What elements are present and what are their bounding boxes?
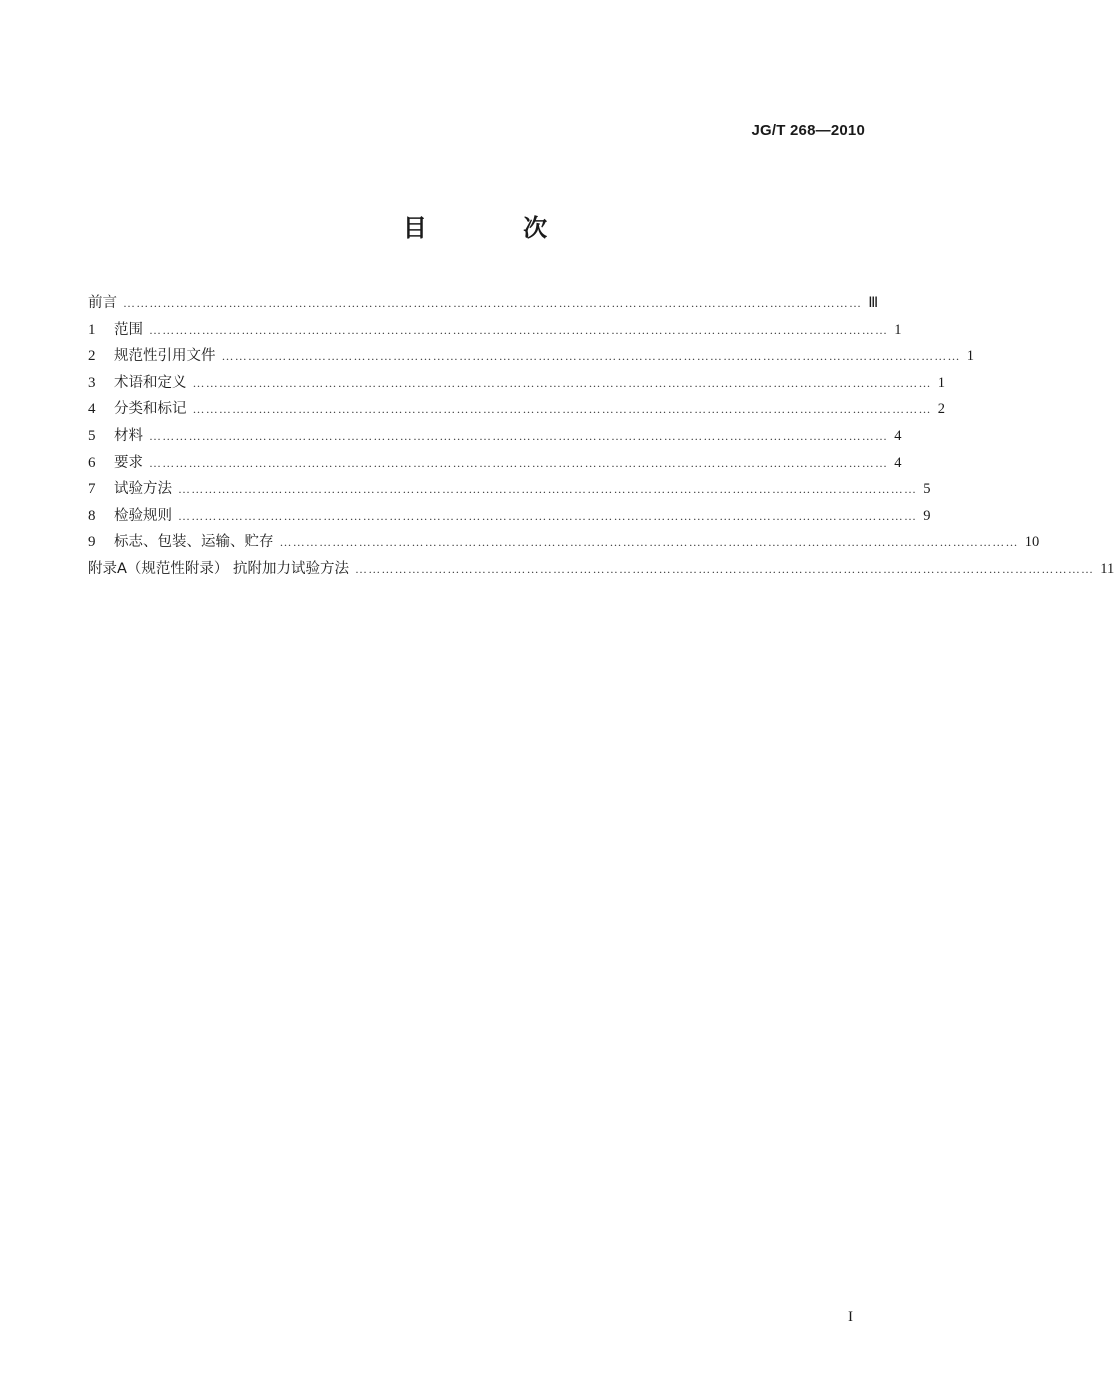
toc-entry-number: 3 xyxy=(88,374,96,391)
toc-entry-2[interactable] xyxy=(88,344,974,371)
toc-leader: …………………………………………………………………………………………………………………………………………………… xyxy=(279,535,1019,550)
toc-entry-3[interactable] xyxy=(88,371,945,398)
toc-entry-page: 1 xyxy=(966,348,974,365)
toc-entry-number: 1 xyxy=(88,321,96,338)
toc-entry-number: 4 xyxy=(88,401,96,418)
toc-entry-7[interactable] xyxy=(88,477,931,504)
toc-entry-page: 5 xyxy=(923,481,931,498)
table-of-contents xyxy=(88,291,1114,584)
toc-entry-9[interactable] xyxy=(88,530,1040,557)
toc-entry-page: 1 xyxy=(894,321,902,338)
toc-entry-number: 6 xyxy=(88,454,96,471)
toc-entry-page: 10 xyxy=(1024,534,1040,551)
toc-entry-page: 4 xyxy=(894,454,902,471)
toc-entry-label: 检验规则 xyxy=(114,507,172,524)
toc-entry-5[interactable] xyxy=(88,424,902,451)
toc-entry-label: 材料 xyxy=(114,427,143,444)
toc-leader: …………………………………………………………………………………………………………………………………………………… xyxy=(192,375,932,390)
toc-entry-6[interactable] xyxy=(88,451,902,478)
toc-leader: …………………………………………………………………………………………………………………………………………………… xyxy=(149,322,889,337)
toc-entry-label: 范围 xyxy=(114,321,143,338)
toc-entry-page: Ⅲ xyxy=(868,295,879,311)
toc-entry-label: 附录A（规范性附录） 抗附加力试验方法 xyxy=(88,560,350,577)
toc-entry-4[interactable] xyxy=(88,397,945,424)
toc-entry-number: 5 xyxy=(88,427,96,444)
toc-leader: …………………………………………………………………………………………………………………………………………………… xyxy=(149,455,889,470)
toc-entry-page: 4 xyxy=(894,427,902,444)
toc-leader: …………………………………………………………………………………………………………………………………………………… xyxy=(123,296,863,310)
toc-leader: …………………………………………………………………………………………………………………………………………………… xyxy=(178,508,918,523)
toc-entry-1[interactable] xyxy=(88,318,902,345)
toc-entry-label: 标志、包装、运输、贮存 xyxy=(114,534,274,551)
toc-leader: …………………………………………………………………………………………………………………………………………………… xyxy=(221,349,961,364)
toc-entry-foreword[interactable] xyxy=(88,291,879,318)
toc-entry-8[interactable] xyxy=(88,504,931,531)
toc-leader: …………………………………………………………………………………………………………………………………………………… xyxy=(355,561,1095,576)
standard-code: JG/T 268—2010 xyxy=(751,122,865,139)
toc-entry-label: 前言 xyxy=(88,295,117,311)
toc-entry-number: 2 xyxy=(88,348,96,365)
toc-entry-page: 1 xyxy=(937,374,945,391)
toc-entry-label: 术语和定义 xyxy=(114,374,187,391)
toc-entry-page: 9 xyxy=(923,507,931,524)
toc-entry-annex-a[interactable] xyxy=(88,557,1114,584)
toc-entry-number: 8 xyxy=(88,507,96,524)
toc-entry-label: 分类和标记 xyxy=(114,401,187,418)
toc-entry-label: 要求 xyxy=(114,454,143,471)
toc-leader: …………………………………………………………………………………………………………………………………………………… xyxy=(192,402,932,417)
toc-entry-label: 试验方法 xyxy=(114,481,172,498)
toc-leader: …………………………………………………………………………………………………………………………………………………… xyxy=(178,482,918,497)
toc-entry-label: 规范性引用文件 xyxy=(114,348,216,365)
page-number: I xyxy=(848,1309,853,1325)
toc-entry-page: 11 xyxy=(1100,560,1114,577)
toc-leader: …………………………………………………………………………………………………………………………………………………… xyxy=(149,428,889,443)
toc-entry-number: 7 xyxy=(88,481,96,498)
toc-entry-number: 9 xyxy=(88,534,96,551)
toc-entry-page: 2 xyxy=(937,401,945,418)
toc-title: 目 次 xyxy=(402,214,592,242)
